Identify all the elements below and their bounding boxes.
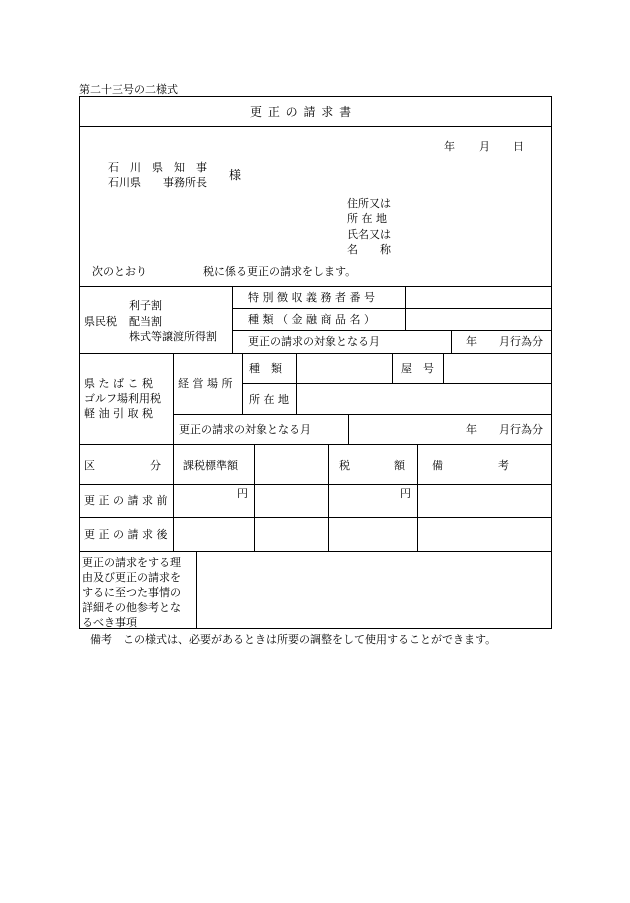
divider <box>232 308 552 309</box>
tax-base-header: 課税標準額 <box>183 459 238 472</box>
divider <box>79 353 552 354</box>
addressee-governor: 石 川 県 知 事 <box>108 161 207 174</box>
addressee-honorific: 様 <box>229 168 242 182</box>
row-before-label: 更 正 の 請 求 前 <box>84 494 168 507</box>
reason-label-line: るべき事項 <box>82 616 137 629</box>
location-label: 所 在 地 <box>347 212 387 225</box>
reason-label-line: するに至つた事情の <box>82 586 181 599</box>
divider <box>417 444 418 551</box>
divider <box>79 551 552 552</box>
form-title: 更 正 の 請 求 書 <box>250 105 353 119</box>
corp-name-label: 名 称 <box>347 243 391 256</box>
yen-unit: 円 <box>400 487 411 500</box>
reason-label <box>82 555 181 630</box>
stock-transfer-tax-label: 株式等譲渡所得割 <box>129 330 217 343</box>
form-label: 第二十三号の二様式 <box>79 83 178 96</box>
divider <box>173 353 174 444</box>
reason-label-line: 更正の請求をする理 <box>82 556 181 569</box>
name-label: 氏名又は <box>347 228 391 241</box>
divider <box>79 444 552 445</box>
target-year-unit: 年 <box>466 335 477 348</box>
divider <box>79 517 552 518</box>
target-month-label: 更正の請求の対象となる月 <box>248 335 380 348</box>
interest-tax-label: 利子割 <box>129 299 162 312</box>
notes-header: 備 考 <box>432 459 509 472</box>
divider <box>173 414 552 415</box>
shop-name-label: 屋 号 <box>401 362 434 375</box>
footnote: 備考 この様式は、必要があるときは所要の調整をして使用することができます。 <box>90 633 497 646</box>
location-label: 所 在 地 <box>249 393 289 406</box>
divider <box>173 444 174 551</box>
divider <box>79 484 552 485</box>
kind-label: 種 類 <box>249 362 282 375</box>
category-header: 区 分 <box>84 459 161 472</box>
divider <box>392 353 393 383</box>
divider <box>242 383 552 384</box>
row-after-label: 更 正 の 請 求 後 <box>84 528 168 541</box>
reason-label-line: 由及び更正の請求を <box>82 571 181 584</box>
dividend-tax-label: 配当割 <box>129 315 162 328</box>
target-month-unit: 月行為分 <box>499 335 543 348</box>
divider <box>254 444 255 551</box>
divider <box>79 126 552 127</box>
date-month-label: 月 <box>479 140 490 153</box>
date-year-label: 年 <box>444 140 455 153</box>
golf-tax-label: ゴルフ場利用税 <box>84 392 161 405</box>
target-month-label: 更正の請求の対象となる月 <box>179 423 311 436</box>
withholding-agent-number-label: 特 別 徴 収 義 務 者 番 号 <box>248 291 375 304</box>
divider <box>79 286 552 287</box>
address-label: 住所又は <box>347 197 391 210</box>
divider <box>196 551 197 629</box>
date-day-label: 日 <box>513 140 524 153</box>
divider <box>232 330 552 331</box>
business-place-label: 経 営 場 所 <box>178 377 233 390</box>
divider <box>348 414 349 444</box>
divider <box>443 353 444 383</box>
target-month-unit: 月行為分 <box>499 423 543 436</box>
yen-unit: 円 <box>237 487 248 500</box>
tobacco-tax-label: 県 た ば こ 税 <box>84 377 153 390</box>
divider <box>232 286 233 353</box>
reason-label-line: 詳細その他参考とな <box>82 601 181 614</box>
intro-text: 税に係る更正の請求をします。 <box>203 265 357 278</box>
diesel-tax-label: 軽 油 引 取 税 <box>84 407 153 420</box>
target-year-unit: 年 <box>466 423 477 436</box>
divider <box>328 444 329 551</box>
intro-lead: 次のとおり <box>92 265 147 278</box>
addressee-office-chief: 石川県 事務所長 <box>108 176 207 189</box>
prefectural-tax-label: 県民税 <box>84 315 117 328</box>
product-kind-label: 種 類 （ 金 融 商 品 名 ） <box>248 313 375 326</box>
tax-amount-header: 税 額 <box>339 459 405 472</box>
divider <box>451 330 452 353</box>
